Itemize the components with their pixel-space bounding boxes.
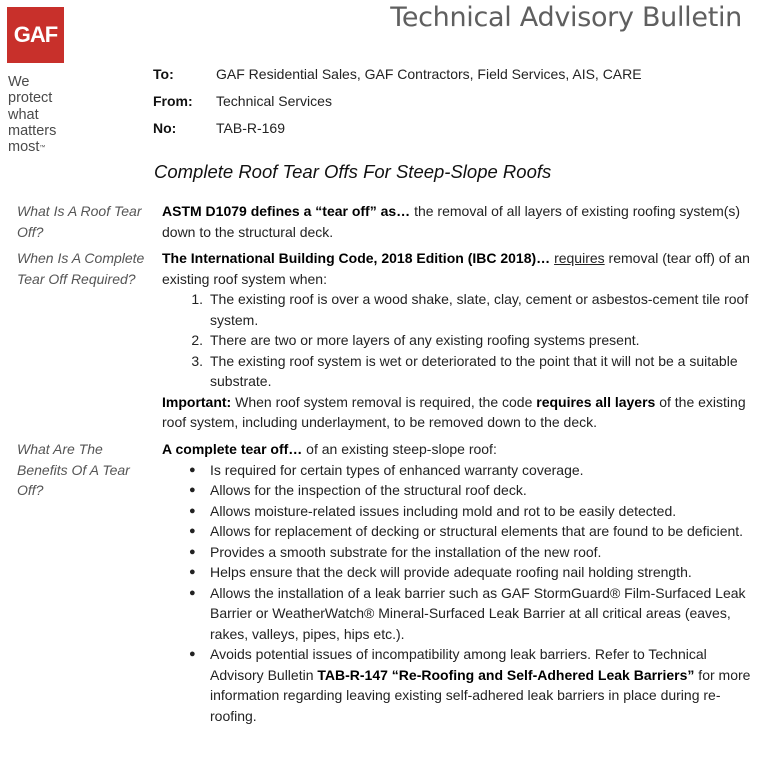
- note-bold: Important:: [162, 393, 232, 410]
- trademark-symbol: ™: [39, 145, 46, 152]
- bullet-list: [162, 460, 754, 727]
- section-body: [162, 439, 754, 726]
- memo-meta: [153, 66, 642, 147]
- list-item-text: Is required for certain types of enhanced warranty coverage.: [210, 461, 584, 478]
- list-item: [162, 480, 754, 501]
- list-item: [162, 351, 754, 392]
- meta-no: [153, 120, 642, 147]
- list-item: [162, 501, 754, 522]
- bullet-icon: ●: [189, 566, 196, 578]
- list-item: [162, 460, 754, 481]
- section-what-is-tear-off: [0, 201, 768, 242]
- list-marker: 1.: [191, 291, 203, 307]
- list-item-text: for more information regarding leaving existing self-adhered leak barriers in place during re-roofing.: [210, 666, 751, 724]
- section-label: What Are The Benefits Of A Tear Off?: [17, 441, 130, 498]
- section-body: [162, 201, 754, 242]
- tagline-line: protect: [8, 90, 53, 107]
- list-item-text: Allows moisture-related issues including mold and rot to be easily detected.: [210, 502, 677, 519]
- to-label: To:: [153, 66, 174, 82]
- list-item: [162, 330, 754, 351]
- intro-paragraph: [162, 439, 754, 460]
- tagline-line: what: [8, 106, 39, 123]
- intro-underline: requires: [554, 250, 605, 266]
- list-marker: 3.: [191, 352, 203, 369]
- no-value: TAB-R-169: [216, 120, 285, 136]
- intro-bold: A complete tear off…: [162, 441, 303, 457]
- intro-text: removal (tear off) of an existing roof system when:: [162, 250, 750, 287]
- note-bold-emphasis: requires all layers: [536, 393, 656, 410]
- bullet-icon: ●: [189, 504, 196, 517]
- intro-text: of an existing steep-slope roof:: [302, 441, 497, 457]
- list-marker: 2.: [191, 332, 203, 348]
- logo-text: GAF: [13, 22, 58, 47]
- document-heading: Complete Roof Tear Offs For Steep-Slope Roofs: [154, 161, 552, 182]
- bullet-icon: ●: [189, 525, 196, 537]
- tagline-line: matters: [8, 122, 57, 139]
- list-item: [162, 583, 754, 645]
- from-label: From:: [153, 93, 193, 109]
- list-item-text: Provides a smooth substrate for the installation of the new roof.: [210, 543, 602, 560]
- intro-paragraph: [162, 248, 754, 289]
- list-item-text: Allows for the inspection of the structural roof deck.: [210, 482, 527, 498]
- bullet-icon: ●: [189, 484, 196, 496]
- bulletin-title: Technical Advisory Bulletin: [390, 2, 742, 33]
- tagline-line-last: [8, 139, 88, 155]
- gaf-logo: [7, 7, 64, 63]
- note-text: of the existing roof system, including underlayment, to be removed down to the deck.: [162, 393, 746, 430]
- list-item: [162, 644, 754, 726]
- tagline-line: We: [8, 74, 30, 90]
- list-item-text: The existing roof system is wet or deteriorated to the point that it will not be a suitable substrate.: [210, 352, 738, 389]
- important-note: [162, 392, 754, 433]
- meta-from: [153, 93, 642, 120]
- numbered-list: [162, 289, 754, 392]
- list-item-text: Allows for replacement of decking or structural elements that are found to be deficient.: [210, 523, 744, 539]
- note-text: When roof system removal is required, the code: [231, 393, 537, 410]
- bullet-icon: ●: [189, 545, 196, 558]
- tagline-word: most: [8, 139, 40, 156]
- list-item-text: Allows the installation of a leak barrier such as GAF StormGuard® Film-Surfaced Leak Barrier or WeatherWatch® Mineral-Surfaced Leak Barrier at all critical areas (eaves, rakes, valleys, pipes, hips etc.).: [210, 584, 746, 642]
- tagline: [8, 74, 88, 155]
- bullet-icon: ●: [189, 648, 196, 660]
- list-item: [162, 289, 754, 330]
- intro-text: the removal of all layers of existing roofing system(s) down to the structural deck.: [162, 203, 741, 240]
- tab-reference: TAB-R-147 “Re-Roofing and Self-Adhered Leak Barriers”: [317, 666, 695, 683]
- list-item: [162, 521, 754, 542]
- section-label: When Is A Complete Tear Off Required?: [17, 250, 145, 287]
- section-when-required: [0, 248, 768, 433]
- bullet-icon: ●: [189, 586, 196, 599]
- from-value: Technical Services: [216, 93, 332, 109]
- list-item-text: The existing roof is over a wood shake, slate, clay, cement or asbestos-cement tile roof system.: [210, 291, 749, 328]
- intro-bold: ASTM D1079 defines a “tear off” as…: [162, 203, 411, 219]
- section-body: [162, 248, 754, 433]
- section-benefits: [0, 439, 768, 726]
- intro-bold: The International Building Code, 2018 Edition (IBC 2018)…: [162, 250, 551, 266]
- no-label: No:: [153, 120, 177, 136]
- list-item-text: Helps ensure that the deck will provide adequate roofing nail holding strength.: [210, 564, 692, 580]
- section-label: What Is A Roof Tear Off?: [17, 203, 142, 240]
- to-value: GAF Residential Sales, GAF Contractors, Field Services, AIS, CARE: [216, 66, 642, 82]
- meta-to: [153, 66, 642, 93]
- list-item: [162, 562, 754, 583]
- bullet-icon: ●: [189, 463, 196, 476]
- list-item-text: Avoids potential issues of incompatibility among leak barriers. Refer to Technical Advisory Bulletin: [210, 646, 707, 683]
- list-item: [162, 542, 754, 563]
- list-item-text: There are two or more layers of any existing roofing systems present.: [210, 332, 640, 348]
